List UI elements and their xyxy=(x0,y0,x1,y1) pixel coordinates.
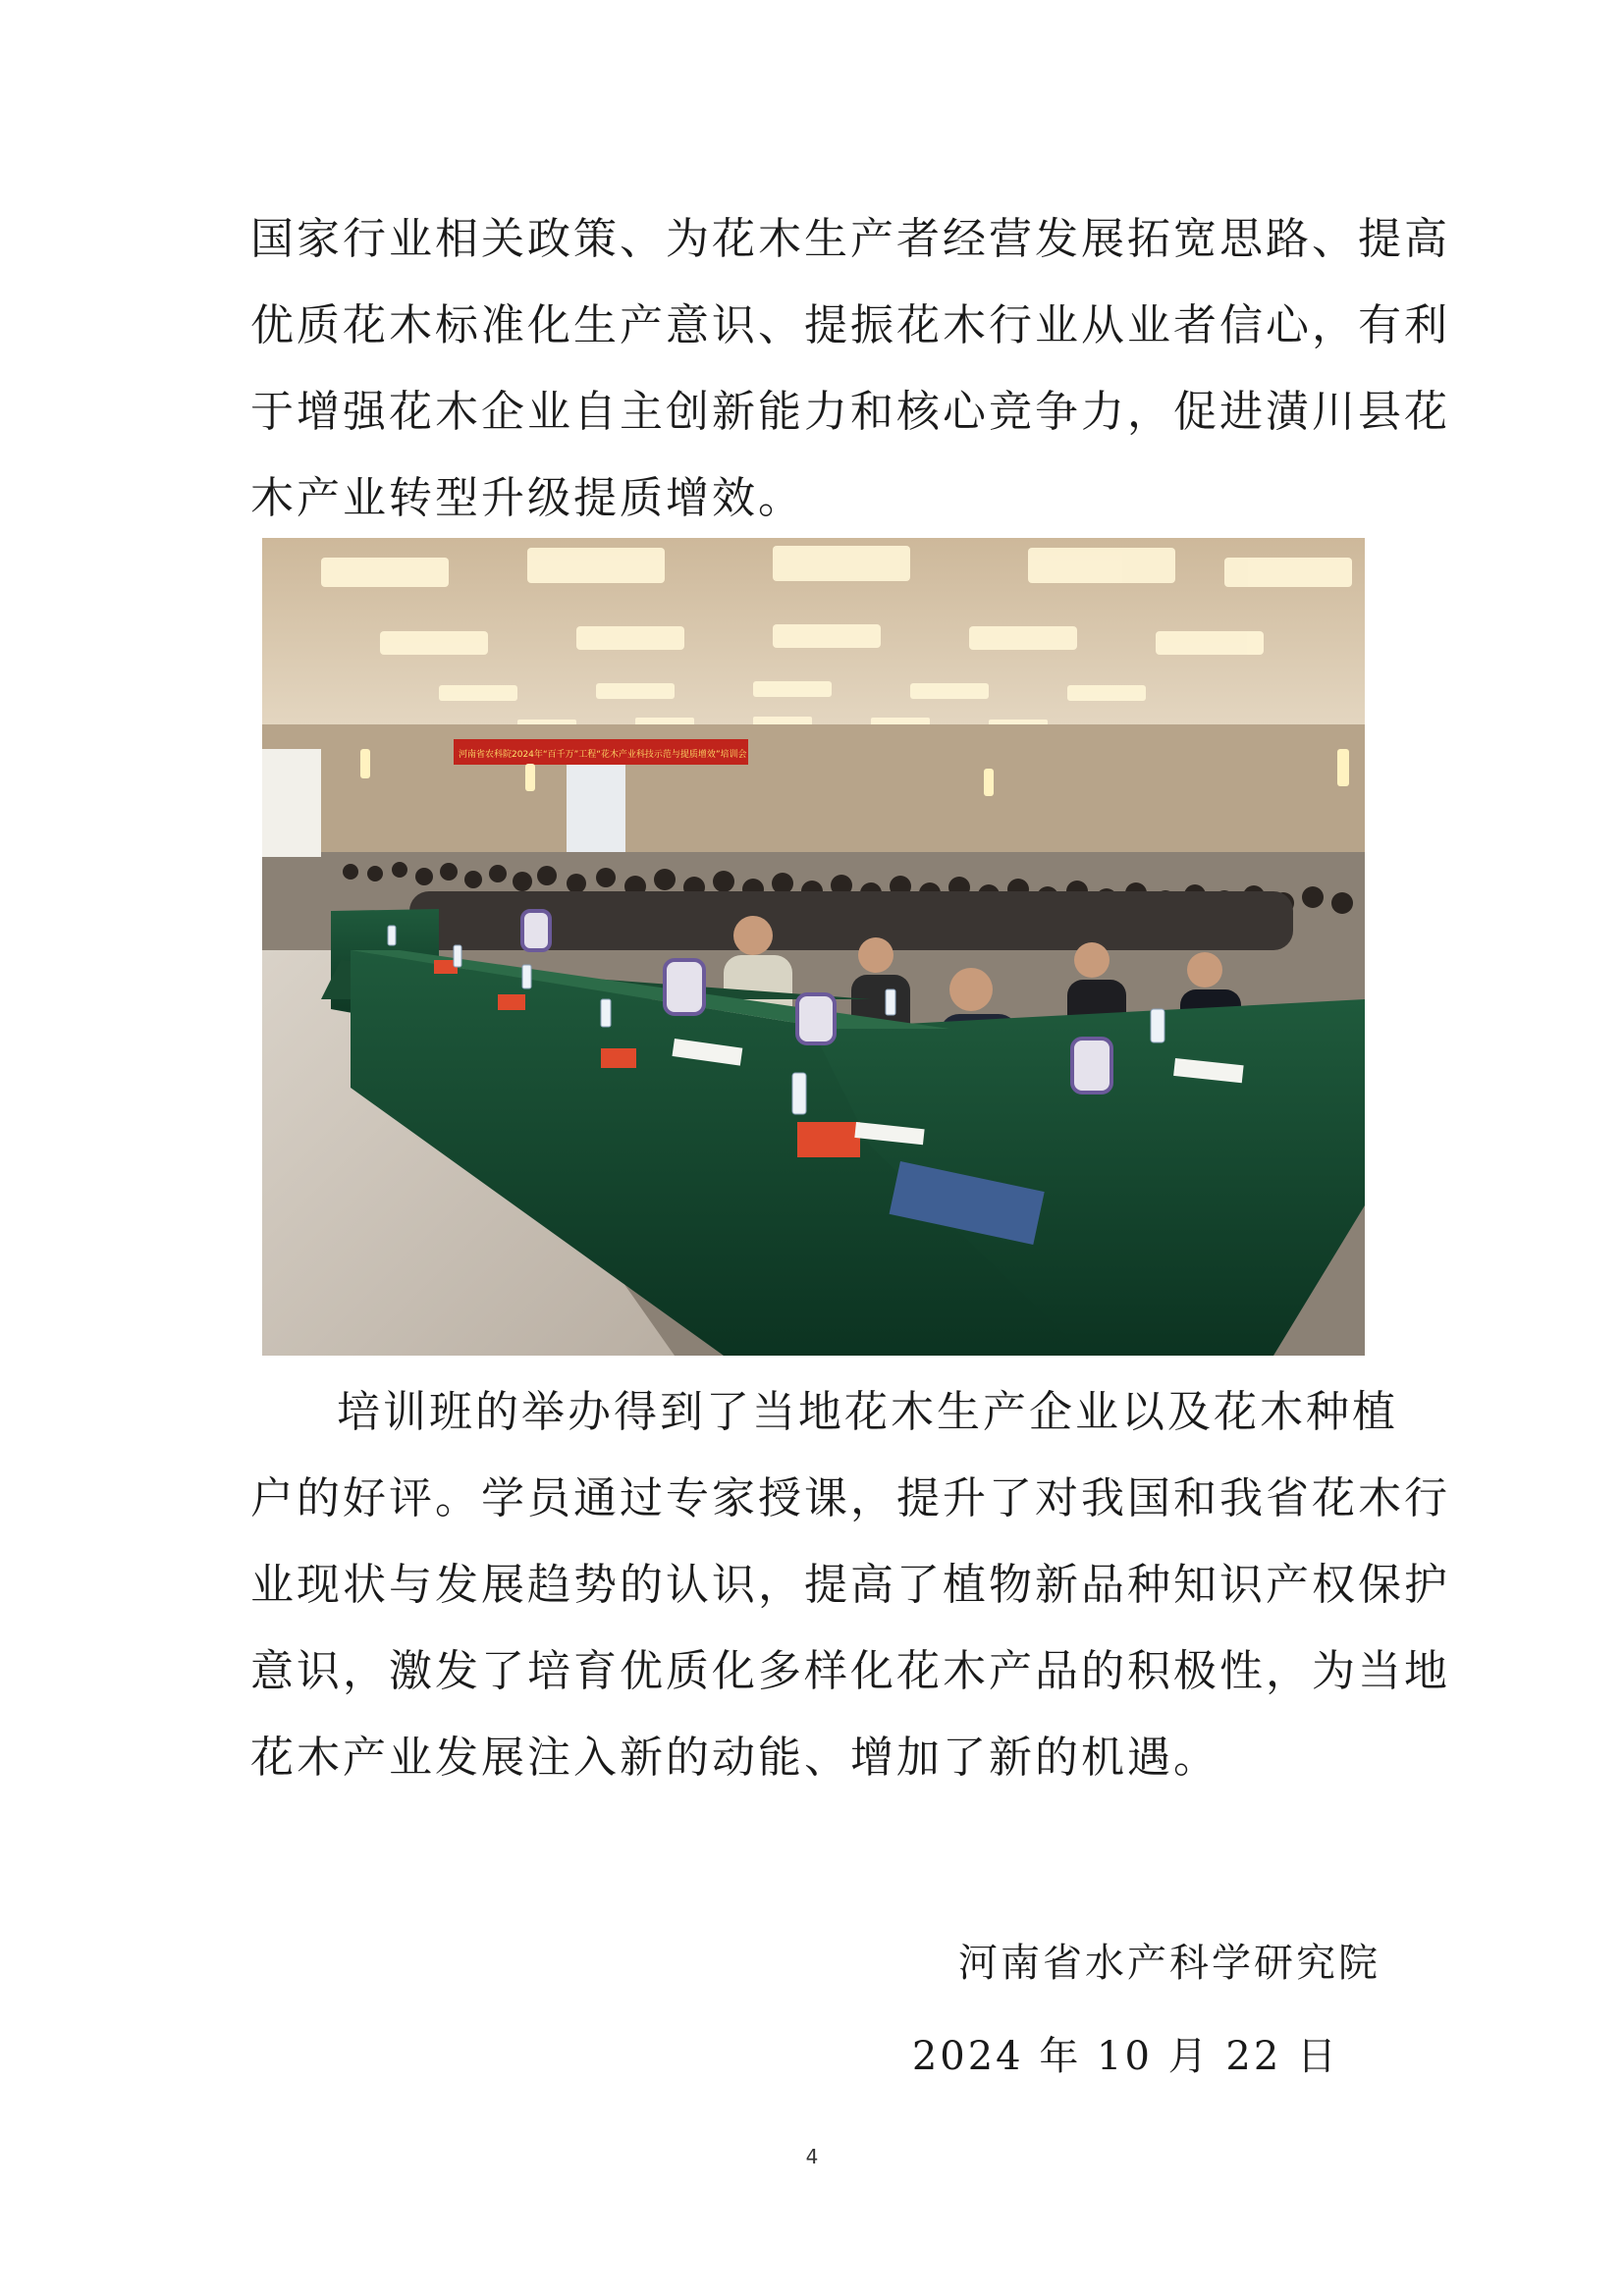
signature-organization: 河南省水产科学研究院 xyxy=(958,1941,1380,1986)
paragraph-line: 户的好评。学员通过专家授课，提升了对我国和我省花木行 xyxy=(250,1473,1450,1523)
body-paragraph-2 xyxy=(250,1369,1450,1801)
paragraph-line: 木产业转型升级提质增效。 xyxy=(250,473,804,523)
paragraph-line: 于增强花木企业自主创新能力和核心竞争力，促进潢川县花 xyxy=(250,387,1450,437)
paragraph-line: 国家行业相关政策、为花木生产者经营发展拓宽思路、提高 xyxy=(250,214,1450,264)
paragraph-line: 优质花木标准化生产意识、提振花木行业从业者信心，有利 xyxy=(250,300,1450,350)
paragraph-line: 意识，激发了培育优质化多样化花木产品的积极性，为当地 xyxy=(250,1646,1450,1696)
photo-illustration xyxy=(262,538,1365,1356)
banner-text: 河南省农科院2024年“百千万”工程“花木产业科技示范与提质增效”培训会 xyxy=(459,750,747,760)
training-session-photo xyxy=(262,538,1365,1356)
page-number: 4 xyxy=(805,2145,819,2168)
paragraph-line: 培训班的举办得到了当地花木生产企业以及花木种植 xyxy=(337,1387,1398,1437)
signature-date: 2024 年 10 月 22 日 xyxy=(911,2034,1339,2079)
paragraph-line: 花木产业发展注入新的动能、增加了新的机遇。 xyxy=(250,1733,1219,1783)
body-paragraph-1 xyxy=(250,196,1450,542)
paragraph-line: 业现状与发展趋势的认识，提高了植物新品种知识产权保护 xyxy=(250,1560,1450,1610)
